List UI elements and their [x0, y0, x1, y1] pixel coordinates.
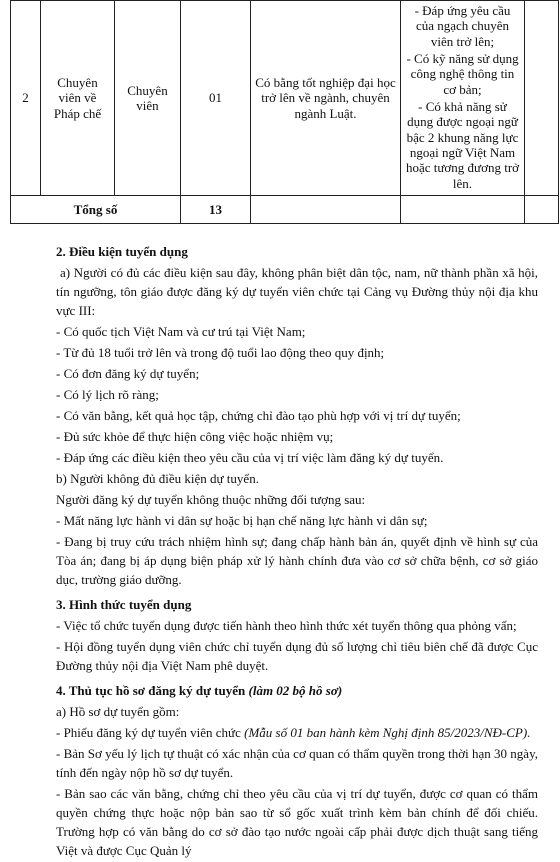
condition-item: - Có văn bằng, kết quả học tập, chứng chỉ đào tạo phù hợp với vị trí dự tuyển; [56, 408, 461, 423]
requirement-item: - Có khả năng sử dụng được ngoại ngữ bậc 2 khung năng lực ngoại ngữ Việt Nam hoặc tương đương trở lên. [405, 98, 520, 191]
requirement-item: - Có kỹ năng sử dụng công nghệ thông tin cơ bản; [406, 50, 519, 97]
section-2-b-label: b) Người không đủ điều kiện dự tuyển. [56, 471, 259, 486]
exclusion-item: - Đang bị truy cứu trách nhiệm hình sự; đang chấp hành bản án, quyết định về hình sự của Tòa án; đang bị áp dụng biện pháp xử lý hành chính đưa vào cơ sở chữa bệnh, cơ sở giáo dục, trường giáo dưỡng. [56, 534, 538, 587]
section-4-sub-a: a) Hồ sơ dự tuyển gồm: [56, 704, 180, 719]
row-position: Chuyên viên về Pháp chế [41, 1, 115, 196]
section-2-heading: 2. Điều kiện tuyển dụng [56, 244, 188, 259]
section-4-note: (làm 02 bộ hồ sơ) [248, 683, 343, 698]
requirement-item: - Đáp ứng yêu cầu của ngạch chuyên viên trở lên; [414, 3, 511, 49]
condition-item: - Có lý lịch rõ ràng; [56, 387, 159, 402]
section-4-heading [56, 681, 538, 700]
section-2-intro: a) Người có đủ các điều kiện sau đây, không phân biệt dân tộc, nam, nữ thành phần xã hội, tín ngưỡng, tôn giáo được đăng ký dự tuyển viên chức tại Cảng vụ Đường thủy nội địa khu vực III: [56, 265, 538, 318]
row-education: Có bằng tốt nghiệp đại học trở lên về ngành, chuyên ngành Luật. [251, 1, 401, 196]
section-4-title: 4. Thủ tục hồ sơ đăng ký dự tuyển [56, 683, 249, 698]
total-label: Tổng số [11, 195, 181, 223]
section-3-heading: 3. Hình thức tuyển dụng [56, 597, 192, 612]
condition-item: - Có đơn đăng ký dự tuyển; [56, 366, 200, 381]
condition-item: - Đáp ứng các điều kiện theo yêu cầu của vị trí việc làm đăng ký dự tuyển. [56, 450, 444, 465]
row-note [525, 1, 559, 196]
row-quantity: 01 [181, 1, 251, 196]
row-rank: Chuyên viên [115, 1, 181, 196]
form-item-note: (Mẫu số 01 ban hành kèm Nghị định 85/2023/NĐ-CP). [244, 725, 531, 740]
form-item-text: - Phiếu đăng ký dự tuyển viên chức [56, 725, 245, 740]
row-stt: 2 [11, 1, 41, 196]
exclusion-item: - Mất năng lực hành vi dân sự hoặc bị hạn chế năng lực hành vi dân sự; [56, 513, 428, 528]
dossier-item: - Bản Sơ yếu lý lịch tự thuật có xác nhận của cơ quan có thẩm quyền trong thời hạn 30 ngày, tính đến ngày nộp hồ sơ dự tuyển. [56, 746, 538, 780]
condition-item: - Có quốc tịch Việt Nam và cư trú tại Việt Nam; [56, 324, 306, 339]
method-item: - Việc tổ chức tuyển dụng được tiến hành theo hình thức xét tuyển thông qua phỏng vấn; [56, 618, 517, 633]
section-2-b-intro: Người đăng ký dự tuyển không thuộc những đối tượng sau: [56, 492, 366, 507]
table-row [11, 1, 559, 196]
row-requirements [401, 1, 525, 196]
dossier-item [56, 723, 538, 742]
recruitment-table [10, 0, 559, 224]
condition-item: - Từ đủ 18 tuổi trở lên và trong độ tuổi lao động theo quy định; [56, 345, 385, 360]
total-value: 13 [181, 195, 251, 223]
method-item: - Hội đồng tuyển dụng viên chức chỉ tuyển dụng đủ số lượng chỉ tiêu biên chế đã được Cục Đường thủy nội địa Việt Nam phê duyệt. [56, 639, 538, 673]
condition-item: - Đủ sức khỏe để thực hiện công việc hoặc nhiệm vụ; [56, 429, 334, 444]
dossier-item: - Bản sao các văn bằng, chứng chỉ theo yêu cầu của vị trí dự tuyển, được cơ quan có thẩm quyền chứng thực hoặc nộp bản sao từ sổ gốc xuất trình kèm bản chính để đối chiếu. Trường hợp có văn bằng do cơ sở đào tạo nước ngoài cấp phải được dịch thuật sang tiếng Việt và được Cục Quản lý [56, 786, 538, 858]
total-row [11, 195, 559, 223]
document-body [56, 236, 538, 862]
